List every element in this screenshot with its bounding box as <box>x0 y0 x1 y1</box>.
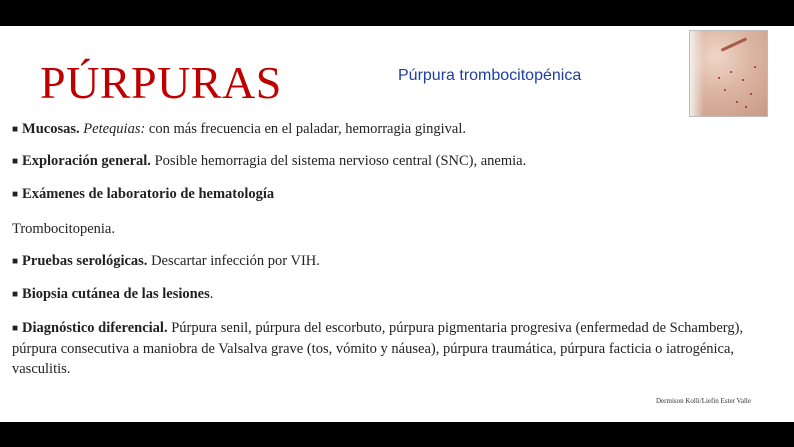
photo-petechia <box>724 89 726 91</box>
item-label: Diagnóstico diferencial. <box>22 320 168 336</box>
item-label: Exámenes de laboratorio de hematología <box>22 186 275 202</box>
item-pruebas <box>12 251 320 272</box>
photo-edge <box>690 31 704 116</box>
bullet-icon: ■ <box>12 256 19 267</box>
item-text: Posible hemorragia del sistema nervioso central (SNC), anemia. <box>154 153 527 169</box>
item-text: Descartar infección por VIH. <box>151 253 320 269</box>
photo-petechia <box>754 66 756 68</box>
clinical-photo <box>689 30 768 117</box>
item-exploracion <box>12 151 526 172</box>
item-diagnostico <box>12 318 772 379</box>
bullet-icon: ■ <box>12 289 19 300</box>
item-label: Exploración general. <box>22 153 151 169</box>
item-trombocitopenia <box>12 219 115 239</box>
photo-petechia <box>745 106 747 108</box>
bullet-icon: ■ <box>12 189 19 200</box>
bullet-icon: ■ <box>12 124 19 135</box>
photo-petechia <box>730 71 732 73</box>
item-label: Mucosas. <box>22 121 80 137</box>
slide-subtitle: Púrpura trombocitopénica <box>398 67 582 84</box>
item-text: con más frecuencia en el paladar, hemorragia gingival. <box>148 121 466 137</box>
photo-petechia <box>736 101 738 103</box>
top-letterbox-bar <box>0 0 794 26</box>
item-examenes <box>12 184 274 205</box>
item-text: . <box>209 286 214 302</box>
item-mucosas <box>12 119 466 140</box>
item-biopsia <box>12 284 213 305</box>
image-credit: Dermison Kolli/Liefin Ester Valle <box>656 397 751 405</box>
item-term: Petequias: <box>83 121 146 137</box>
photo-petechia <box>750 93 752 95</box>
photo-petechia <box>718 77 720 79</box>
photo-petechia <box>742 79 744 81</box>
slide <box>0 26 794 422</box>
bullet-icon: ■ <box>12 323 19 334</box>
item-label: Biopsia cutánea de las lesiones <box>22 286 210 302</box>
item-text: Trombocitopenia. <box>12 221 115 237</box>
photo-lesion <box>721 37 748 52</box>
item-label: Pruebas serológicas. <box>22 253 148 269</box>
item-text: Púrpura senil, púrpura del escorbuto, púrpura pigmentaria progresiva (enfermedad de Schamberg), púrpura consecutiva a maniobra de Valsalva grave (tos, vómito y náusea), púrpura traumática, púrpura facticia o iatrogénica, vasculitis. <box>12 320 744 377</box>
bottom-letterbox-bar <box>0 422 794 447</box>
slide-title: PÚRPURAS <box>40 57 282 108</box>
bullet-icon: ■ <box>12 156 19 167</box>
